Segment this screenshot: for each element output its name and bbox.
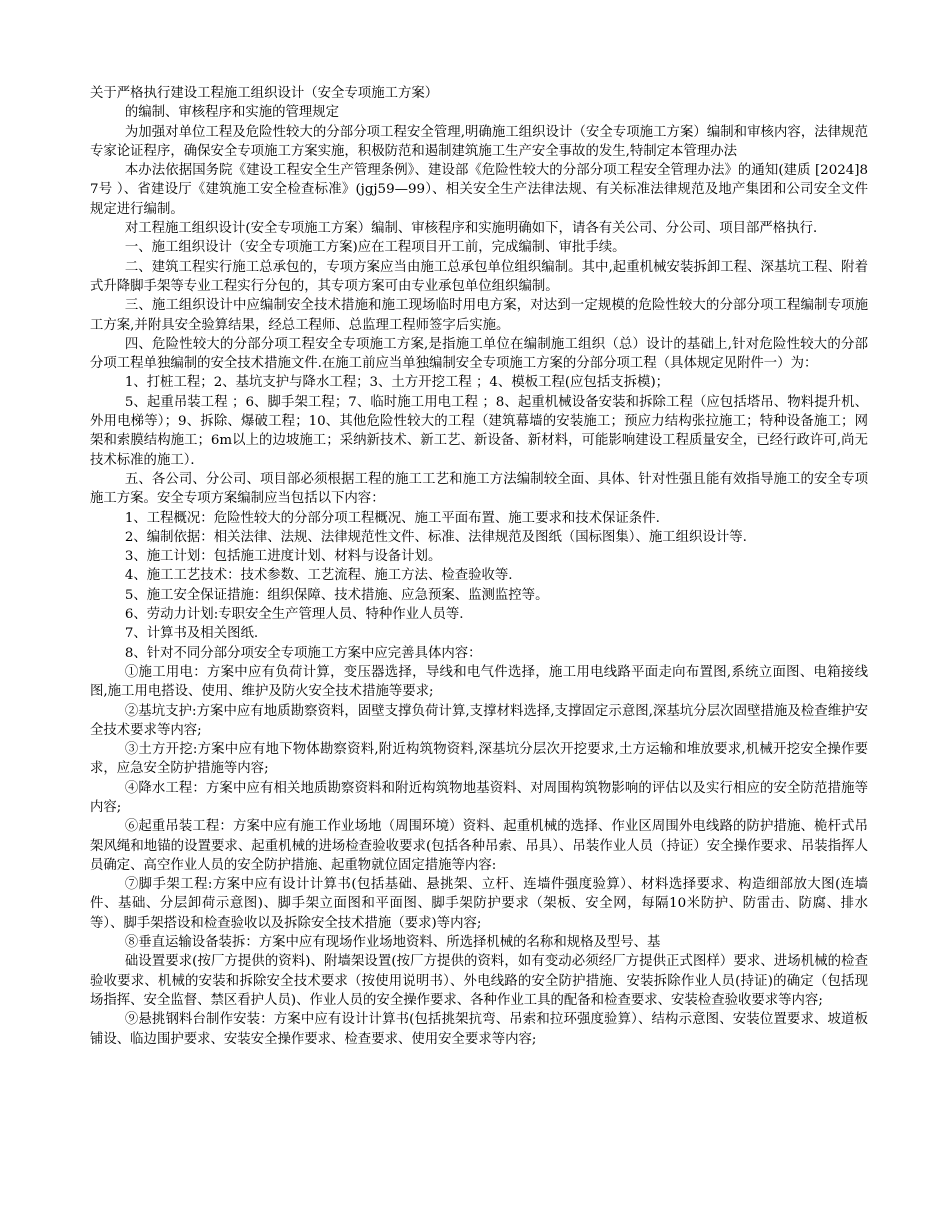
paragraph: 五、各公司、分公司、项目部必须根据工程的施工工艺和施工方法编制较全面、具体、针对性强且能有效指导施工的安全专项施工方案。安全专项方案编制应当包括以下内容： — [90, 471, 868, 507]
paragraph: 7、计算书及相关图纸. — [124, 626, 259, 642]
paragraph: ⑧垂直运输设备装拆：方案中应有现场作业场地资料、所选择机械的名称和规格及型号、基 — [124, 935, 661, 951]
paragraph: 8、针对不同分部分项安全专项施工方案中应完善具体内容： — [124, 645, 482, 661]
paragraph: 三、施工组织设计中应编制安全技术措施和施工现场临时用电方案，对达到一定规模的危险性较大的分部分项工程编制专项施工方案,并附具安全验算结果，经总工程师、总监理工程师签字后实施。 — [90, 298, 868, 333]
paragraph: 二、建筑工程实行施工总承包的，专项方案应当由施工总承包单位组织编制。其中,起重机械安装拆卸工程、深基坑工程、附着式升降脚手架等专业工程实行分包的，其专项方案可由专业承包单位组织编制。 — [90, 259, 868, 294]
paragraph: 对工程施工组织设计(安全专项施工方案）编制、审核程序和实施明确如下，请各有关公司、分公司、项目部严格执行． — [124, 221, 827, 237]
paragraph: 5、施工安全保证措施：组织保障、技术措施、应急预案、监测监控等。 — [124, 587, 549, 603]
paragraph: ⑥起重吊装工程：方案中应有施工作业场地（周围环境）资料、起重机械的选择、作业区周围外电线路的防护措施、桅杆式吊架风绳和地锚的设置要求、起重机械的进场检查验收要求(包括各种吊索、吊具）、吊装作业人员（持证）安全操作要求、吊装指挥人员确定、高空作业人员的安全防护措施、起重物就位固定措施等内容: — [90, 819, 868, 873]
paragraph: ③土方开挖:方案中应有地下物体勘察资料,附近构筑物资料,深基坑分层次开挖要求,土方运输和堆放要求,机械开挖安全操作要求，应急安全防护措施等内容; — [90, 742, 868, 777]
paragraph: ①施工用电：方案中应有负荷计算，变压器选择，导线和电气件选择，施工用电线路平面走向布置图,系统立面图、电箱接线图,施工用电搭设、使用、维护及防火安全技术措施等要求; — [90, 664, 868, 700]
document-subtitle: 的编制、审核程序和实施的管理规定 — [124, 105, 340, 121]
paragraph: 四、危险性较大的分部分项工程安全专项施工方案,是指施工单位在编制施工组织（总）设计的基础上,针对危险性较大的分部分项工程单独编制的安全技术措施文件.在施工前应当单独编制安全专项施工方案的分部分项工程（具体规定见附件一）为： — [90, 336, 868, 372]
paragraph: ②基坑支护:方案中应有地质勘察资料，固壁支撑负荷计算,支撑材料选择,支撑固定示意图,深基坑分层次固壁措施及检查维护安全技术要求等内容; — [90, 703, 868, 738]
paragraph: ⑦脚手架工程:方案中应有设计计算书(包括基础、悬挑架、立杆、连墙件强度验算）、材料选择要求、构造细部放大图(连墙件、基础、分层卸荷示意图)、脚手架立面图和平面图、脚手架防护要求（架板、安全网，每隔10米防护、防雷击、防腐、排水等）、脚手架搭设和检查验收以及拆除安全技术措施（要求)等内容; — [90, 877, 868, 931]
paragraph: 2、编制依据：相关法律、法规、法律规范性文件、标准、法律规范及图纸（国标图集）、施工组织设计等. — [124, 529, 747, 545]
paragraph: ④降水工程：方案中应有相关地质勘察资料和附近构筑物地基资料、对周围构筑物影响的评估以及实行相应的安全防范措施等内容; — [90, 780, 868, 815]
document-title: 关于严格执行建设工程施工组织设计（安全专项施工方案） — [90, 86, 439, 101]
paragraph: 一、施工组织设计（安全专项施工方案)应在工程项目开工前，完成编制、审批手续。 — [124, 240, 626, 256]
paragraph: 1、工程概况：危险性较大的分部分项工程概况、施工平面布置、施工要求和技术保证条件. — [124, 510, 660, 526]
paragraph: 为加强对单位工程及危险性较大的分部分项工程安全管理,明确施工组织设计（安全专项施工方案）编制和审核内容，法律规范专家论证程序，确保安全专项施工方案实施，积极防范和遏制建筑施工生产安全事故的发生,特制定本管理办法 — [90, 124, 868, 159]
paragraph: 3、施工计划：包括施工进度计划、材料与设备计划。 — [124, 549, 442, 565]
paragraph: 5、起重吊装工程 ；6、脚手架工程；7、临时施工用电工程 ；8、起重机械设备安装和拆除工程（应包括塔吊、物料提升机、外用电梯等）；9、拆除、爆破工程；10、其他危险性较大的工程（建筑幕墙的安装施工；预应力结构张拉施工；特种设备施工；网架和索膜结构施工；6m以上的边坡施工；采纳新技术、新工艺、新设备、新材料，可能影响建设工程质量安全，已经行政许可,尚无技术标准的施工）． — [90, 394, 868, 468]
paragraph: ⑨悬挑钢料台制作安装：方案中应有设计计算书(包括挑架抗弯、吊索和拉环强度验算）、结构示意图、安装位置要求、坡道板铺设、临边围护要求、安装安全操作要求、检查要求、使用安全要求等内容; — [90, 1012, 868, 1047]
paragraph: 1、打桩工程；2、基坑支护与降水工程；3、土方开挖工程 ；4、模板工程(应包括支拆模)； — [124, 375, 670, 391]
document-page — [90, 84, 868, 1049]
paragraph: 本办法依据国务院《建设工程安全生产管理条例》、建设部《危险性较大的分部分项工程安全管理办法》的通知(建质 [2024]87号 ）、省建设厅《建筑施工安全检查标准》(jgj59—99）、相关安全生产法律法规、有关标准法律规范及地产集团和公司安全文件规定进行编制。 — [90, 163, 868, 217]
paragraph: 础设置要求(按厂方提供的资料)、附墙架设置(按厂方提供的资料，如有变动必须经厂方提供正式图样）要求、进场机械的检查验收要求、机械的安装和拆除安全技术要求（按使用说明书）、外电线路的安全防护措施、安装拆除作业人员(持证)的确定（包括现场指挥、安全监督、禁区看护人员)、作业人员的安全操作要求、各种作业工具的配备和检查要求、安装检查验收要求等内容; — [90, 954, 868, 1008]
paragraph: 4、施工工艺技术：技术参数、工艺流程、施工方法、检查验收等. — [124, 568, 513, 584]
paragraph: 6、劳动力计划:专职安全生产管理人员、特种作业人员等. — [124, 607, 464, 623]
